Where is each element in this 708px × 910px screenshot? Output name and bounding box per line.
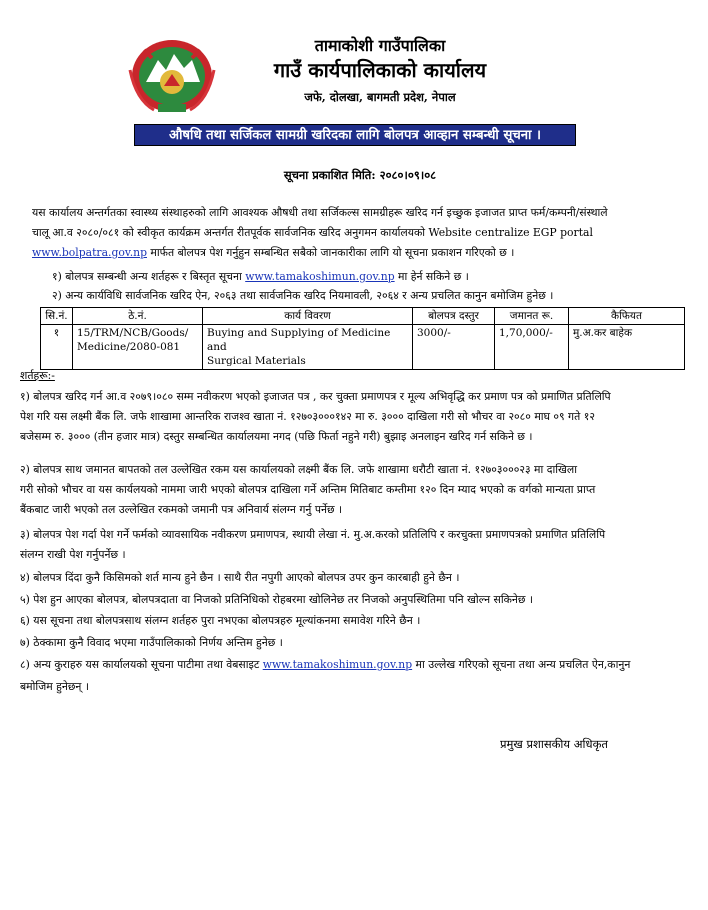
term-3-line-2: संलग्न राखी पेश गर्नुपर्नेछ । <box>20 548 126 561</box>
intro-line-3: www.bolpatra.gov.np मार्फत बोलपत्र पेश गर्नुहुन सम्बन्धित सबैको जानकारीका लागि यो सूचना प्रकाशन गरिएको छ । <box>32 246 515 259</box>
table-cell: Buying and Supplying of Medicine and Surgical Materials <box>203 325 413 370</box>
notice-title-banner: औषधि तथा सर्जिकल सामग्री खरिदका लागि बोलपत्र आव्हान सम्बन्धी सूचना । <box>134 124 576 146</box>
term-8-line-1: ८) अन्य कुराहरु यस कार्यालयको सूचना पाटीमा तथा वेबसाइट www.tamakoshimun.gov.np मा उल्लेख गरिएको सूचना तथा अन्य प्रचलित ऐन,कानुन <box>20 658 631 671</box>
office-name: गाउँ कार्यपालिकाको कार्यालय <box>273 58 487 82</box>
intro-line-2: चालू आ.व २०८०/०८१ को स्वीकृत कार्यक्रम अन्तर्गत रीतपूर्वक सार्वजनिक खरिद अनुगमन कार्यालयको Website centralize EGP portal <box>32 226 593 239</box>
term-8-line-2: बमोजिम हुनेछन् । <box>20 680 89 693</box>
term-7: ७) ठेक्कामा कुनै विवाद भएमा गाउँपालिकाको निर्णय अन्तिम हुनेछ । <box>20 636 283 649</box>
term-1-line-1: १) बोलपत्र खरिद गर्न आ.व २०७९।०८० सम्म नवीकरण भएको इजाजत पत्र , कर चुक्ता प्रमाणपत्र र मूल्य अभिवृद्धि कर प्रमाण पत्र को प्रमाणित प्रतिलिपि <box>20 390 611 403</box>
table-cell: 3000/- <box>413 325 495 370</box>
table-cell: 15/TRM/NCB/Goods/ Medicine/2080-081 <box>73 325 203 370</box>
col-header: बोलपत्र दस्तुर <box>413 308 495 325</box>
term-1-line-3: बजेसम्म रु. ३००० (तीन हजार मात्र) दस्तुर सम्बन्धित कार्यालयमा नगद (पछि फिर्ता नहुने गरी) बुझाइ अनलाइन खरिद गर्न सकिने छ । <box>20 430 533 443</box>
signatory-title: प्रमुख प्रशासकीय अधिकृत <box>500 737 608 751</box>
col-header: कैफियत <box>569 308 685 325</box>
term-2-line-3: बैंकबाट जारी भएको तल उल्लेखित रकमको जमानी पत्र अनिवार्य संलग्न गर्नु पर्नेछ । <box>20 503 343 516</box>
term-3-line-1: ३) बोलपत्र पेश गर्दा पेश गर्ने फर्मको व्यावसायिक नवीकरण प्रमाणपत्र, स्थायी लेखा नं. मु.अ.करको प्रतिलिपि र करचुक्ता प्रमाणपत्रको प्रमाणित प्रतिलिपि <box>20 528 606 541</box>
bid-table <box>40 307 685 370</box>
table-row <box>41 325 685 370</box>
col-header: ठे.नं. <box>73 308 203 325</box>
publication-date: सूचना प्रकाशित मिति: २०८०।०९।०८ <box>283 168 437 182</box>
term-2-line-2: गरी सोको भौचर वा यस कार्यलयको नाममा जारी भएको बोलपत्र दाखिला गर्ने अन्तिम मितिबाट कम्तीमा १२० दिन म्याद भएको क वर्गको मान्यता प्राप्त <box>20 483 596 496</box>
bolpatra-link[interactable]: www.bolpatra.gov.np <box>32 246 147 259</box>
term-4: ४) बोलपत्र दिंदा कुनै किसिमको शर्त मान्य हुने छैन । साथै रीत नपुगी आएको बोलपत्र उपर कुन कारबाही हुने छैन । <box>20 571 460 584</box>
terms-heading: शर्तहरू:- <box>20 369 55 382</box>
col-header: जमानत रू. <box>495 308 569 325</box>
term-6: ६) यस सूचना तथा बोलपत्रसाथ संलग्न शर्तहरु पुरा नभएका बोलपत्रहरु मूल्यांकनमा समावेश गरिने छैन । <box>20 614 421 627</box>
term-1-line-2: पेश गरि यस लक्ष्मी बैंक लि. जफे शाखामा आन्तरिक राजश्व खाता नं. १२७०३०००१४२ मा रु. ३००० दाखिला गरी सो भौचर वा २०८० माघ ०९ गते १२ <box>20 410 595 423</box>
table-cell: मु.अ.कर बाहेक <box>569 325 685 370</box>
office-address: जफे, दोलखा, बागमती प्रदेश, नेपाल <box>304 90 456 104</box>
table-cell: १ <box>41 325 73 370</box>
term-5: ५) पेश हुन आएका बोलपत्र, बोलपत्रदाता वा निजको प्रतिनिधिको रोहबरमा खोलिनेछ तर निजको अनुपस्थितिमा पनि खोल्न सकिनेछ । <box>20 593 533 606</box>
tamakoshi-link-2[interactable]: www.tamakoshimun.gov.np <box>262 658 413 671</box>
col-header: सि.नं. <box>41 308 73 325</box>
intro-line-1: यस कार्यालय अन्तर्गतका स्वास्थ्य संस्थाहरुको लागि आवश्यक औषधी तथा सर्जिकल्स सामग्रीहरू खरिद गर्न इच्छुक इजाजत प्राप्त फर्म/कम्पनी/संस्थाले <box>32 206 608 219</box>
municipality-name: तामाकोशी गाउँपालिका <box>314 36 446 55</box>
col-header: कार्य विवरण <box>203 308 413 325</box>
table-header-row <box>41 308 685 325</box>
condition-2: २) अन्य कार्यविधि सार्वजनिक खरिद ऐन, २०६३ तथा सार्वजनिक खरिद नियमावली, २०६४ र अन्य प्रचलित कानुन बमोजिम हुनेछ । <box>52 289 554 302</box>
tamakoshi-link-1[interactable]: www.tamakoshimun.gov.np <box>245 270 395 283</box>
condition-1: १) बोलपत्र सम्बन्धी अन्य शर्तहरू र बिस्तृत सूचना www.tamakoshimun.gov.np मा हेर्न सकिने छ । <box>52 270 469 283</box>
table-cell: 1,70,000/- <box>495 325 569 370</box>
term-2-line-1: २) बोलपत्र साथ जमानत बापतको तल उल्लेखित रकम यस कार्यालयको लक्ष्मी बैंक लि. जफे शाखामा धरौटी खाता नं. १२७०३०००२३ मा दाखिला <box>20 463 577 476</box>
